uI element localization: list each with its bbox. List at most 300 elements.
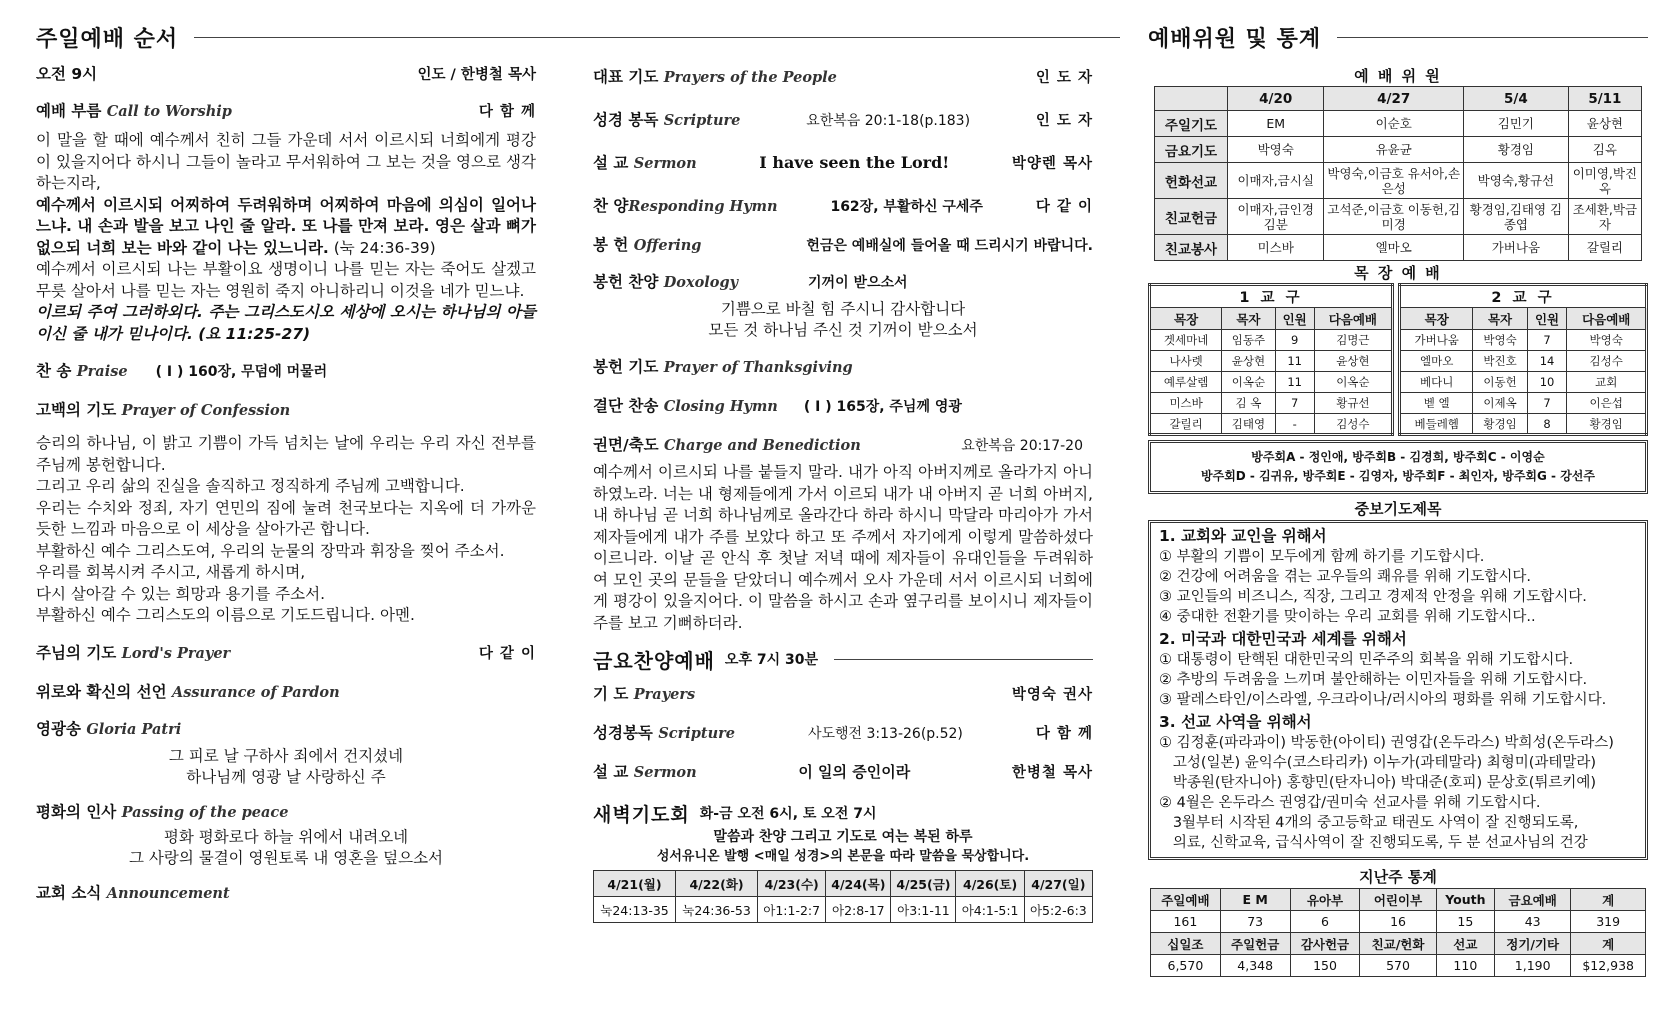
confession-line: 우리는 수치와 정죄, 자기 연민의 짐에 눌려 천국보다는 지옥에 더 가까운 듯한 느낌과 마음으로 이 세상을 살아가곤 합니다. xyxy=(36,498,536,538)
staff-cell: 박영숙,황규선 xyxy=(1464,163,1569,199)
staff-row xyxy=(1155,163,1642,199)
district-title-row xyxy=(1150,285,1393,308)
prayer-title: 중보기도제목 xyxy=(1354,500,1442,518)
header-rule xyxy=(1337,37,1648,38)
rep-prayer-who: 인 도 자 xyxy=(1035,70,1093,86)
dawn-day-cell: 4/21(월) xyxy=(594,871,676,897)
mokjang-cell: 김성수 xyxy=(1567,351,1647,372)
stats-value-cell: 150 xyxy=(1290,955,1360,977)
f-prayer-en: Prayers xyxy=(633,686,696,703)
mokjang-head-cell: 다음예배 xyxy=(1314,308,1392,330)
staff-cell: 박영숙,이금호 유서아,손은성 xyxy=(1324,163,1464,199)
dawn-title: 새벽기도회 xyxy=(593,803,690,826)
mokjang-cell: 김태영 xyxy=(1222,414,1275,435)
doxology-label: 봉헌 찬양 xyxy=(593,273,659,291)
f-prayer-label: 기 도 xyxy=(593,685,629,703)
worship-order-middle xyxy=(593,67,1093,923)
staff-role-cell: 친교봉사 xyxy=(1155,235,1228,261)
staff-row xyxy=(1155,137,1642,163)
dawn-line-2: 성서유니온 발행 <매일 성경>의 본문을 따라 말씀을 묵상합니다. xyxy=(656,849,1030,864)
stats-table xyxy=(1150,888,1646,977)
header-rule xyxy=(834,659,1093,660)
dawn-day-cell: 4/23(수) xyxy=(758,871,826,897)
peace-label: 평화의 인사 xyxy=(36,802,117,821)
dawn-day-cell: 4/25(금) xyxy=(891,871,956,897)
mokjang-row xyxy=(1400,372,1647,393)
mokjang-cell: 박영숙 xyxy=(1567,330,1647,351)
prayer-list-1 xyxy=(1159,547,1637,627)
stats-head-cell: E M xyxy=(1220,889,1290,911)
praise-en: Praise xyxy=(76,363,128,380)
call-paragraph-1: 이 말을 할 때에 예수께서 친히 그들 가운데 서서 이르시되 너희에게 평강이 있을지어다 하시니 그들이 놀라고 무서워하여 그 보는 것을 영으로 생각하는지라, xyxy=(36,131,536,192)
offering-label: 봉 헌 xyxy=(593,236,629,254)
district2-table xyxy=(1398,283,1648,436)
sermon-row xyxy=(593,153,1093,174)
district-title: 1 교 구 xyxy=(1150,285,1393,308)
mokjang-row xyxy=(1150,414,1393,435)
mokjang-row xyxy=(1400,330,1647,351)
prayer-item: ② 4월은 온두라스 권영갑/권미숙 선교사를 위해 기도합시다. xyxy=(1159,795,1541,811)
call-text xyxy=(36,130,536,345)
dawn-day-cell: 4/27(일) xyxy=(1024,871,1092,897)
friday-scripture-row xyxy=(593,723,1093,744)
prayer-item: ① 부활의 기쁨이 모두에게 함께 하기를 기도합시다. xyxy=(1159,549,1485,565)
mokjang-cell: 나사렛 xyxy=(1150,351,1222,372)
dawn-ref-cell: 아5:2-6:3 xyxy=(1024,897,1092,923)
sermon-label: 설 교 xyxy=(593,154,629,172)
dawn-day-cell: 4/22(화) xyxy=(676,871,758,897)
dawn-ref-cell: 아4:1-5:1 xyxy=(956,897,1024,923)
prayer-item: ① 대통령이 탄핵된 대한민국의 민주주의 회복을 위해 기도합시다. xyxy=(1159,652,1574,668)
mokjang-cell: 7 xyxy=(1275,393,1314,414)
gloria-row xyxy=(36,719,536,740)
f-scripture-ref: 사도행전 3:13-26(p.52) xyxy=(807,726,963,742)
friday-sermon-row xyxy=(593,762,1093,783)
confession-label: 고백의 기도 xyxy=(36,401,117,419)
staff-role-cell: 친교헌금 xyxy=(1155,199,1228,235)
thanks-label: 봉헌 기도 xyxy=(593,358,659,376)
f-sermon-label: 설 교 xyxy=(593,763,629,781)
mokjang-cell: - xyxy=(1275,414,1314,435)
confession-line: 부활하신 예수 그리스도의 이름으로 기도드립니다. 아멘. xyxy=(36,606,415,624)
assurance-en: Assurance of Pardon xyxy=(171,683,340,701)
stats-value-cell: 4,348 xyxy=(1220,955,1290,977)
mokjang-cell: 벧 엘 xyxy=(1400,393,1473,414)
staff-cell: 고석준,이금호 이동헌,김미경 xyxy=(1324,199,1464,235)
lords-en: Lord's Prayer xyxy=(121,644,231,662)
mokjang-cell: 11 xyxy=(1275,351,1314,372)
stats-value-cell: 161 xyxy=(1151,911,1221,933)
lords-label: 주님의 기도 xyxy=(36,643,117,662)
stats-value-cell: $12,938 xyxy=(1571,955,1646,977)
stats-value-cell: 15 xyxy=(1436,911,1494,933)
offering-note: 헌금은 예배실에 들어올 때 드리시기 바랍니다. xyxy=(806,238,1093,254)
prayer-item: 박종원(탄자니아) 홍향민(탄자니아) 박대준(호피) 문상호(튀르키예) xyxy=(1159,775,1597,791)
sermon-title: I have seen the Lord! xyxy=(759,153,950,172)
mokjang-head-cell: 목자 xyxy=(1222,308,1275,330)
staff-date-cell: 4/20 xyxy=(1228,87,1324,111)
staff-cell: 이매자,금시실 xyxy=(1228,163,1324,199)
staff-cell: 유윤균 xyxy=(1324,137,1464,163)
mokjang-cell: 예루살렘 xyxy=(1150,372,1222,393)
district1-table xyxy=(1148,283,1394,436)
stats-head-cell: 십일조 xyxy=(1151,933,1221,955)
staff-title: 예 배 위 원 xyxy=(1354,67,1442,85)
lords-prayer-row xyxy=(36,643,536,664)
mokjang-row xyxy=(1400,414,1647,435)
doxology-text xyxy=(593,299,1093,341)
stats-value-cell: 73 xyxy=(1220,911,1290,933)
friday-prayer-row xyxy=(593,684,1093,705)
mokjang-head-cell: 인원 xyxy=(1527,308,1567,330)
charge-text: 예수께서 이르시되 나를 붙들지 말라. 내가 아직 아버지께로 올라가지 아니하였노라. 너는 내 형제들에게 가서 이르되 내가 내 아버지 곧 너희 아버지, 내 하나님 곧 너희 하나님께로 올라간다 하라 하시니 막달라 마리아가 가서 제자들에게 내가 주를 보았다 하고 또 주께서 자기에게 이렇게 말씀하셨다 이르니라. 이날 곧 안식 후 첫날 저녁 때에 제자들이 유대인들을 두려워하여 모인 곳의 문들을 닫았더니 예수께서 오사 가운데 서서 이르시되 너희에게 평강이 있을지어다. 이 말씀을 하시고 손과 옆구리를 보이시니 제자들이 주를 보고 기뻐하더라. xyxy=(593,463,1093,632)
staff-row xyxy=(1155,199,1642,235)
mokjang-cell: 이옥순 xyxy=(1222,372,1275,393)
staff-cell: 엘마오 xyxy=(1324,235,1464,261)
staff-row xyxy=(1155,111,1642,137)
confession-text xyxy=(36,433,536,627)
f-scripture-en: Scripture xyxy=(658,725,736,742)
mokjang-head-cell: 목장 xyxy=(1150,308,1222,330)
mokjang-cell: 11 xyxy=(1275,372,1314,393)
confession-line: 다시 살아갈 수 있는 희망과 용기를 주소서. xyxy=(36,584,326,603)
right-section-header xyxy=(1148,20,1648,54)
closing-song: ( I ) 165장, 주님께 영광 xyxy=(803,399,962,415)
dawn-day-cell: 4/26(토) xyxy=(956,871,1024,897)
closing-label: 결단 찬송 xyxy=(593,397,659,415)
closing-en: Closing Hymn xyxy=(663,398,778,415)
stats-head-cell: 감사헌금 xyxy=(1290,933,1360,955)
mokjang-tables xyxy=(1148,283,1648,436)
right-section-title: 예배위원 및 통계 xyxy=(1148,26,1322,52)
district-title-row xyxy=(1400,285,1647,308)
staff-cell: 이매자,금인경 김분 xyxy=(1228,199,1324,235)
mokjang-title: 목 장 예 배 xyxy=(1354,264,1442,282)
dawn-refs-row xyxy=(594,897,1093,923)
stats-value-cell: 319 xyxy=(1571,911,1646,933)
hymn-en: Responding Hymn xyxy=(628,198,778,215)
staff-cell: 김민기 xyxy=(1464,111,1569,137)
offering-row xyxy=(593,235,1093,256)
prayer-list-2 xyxy=(1159,650,1637,710)
mokjang-cell: 미스바 xyxy=(1150,393,1222,414)
mokjang-cell: 10 xyxy=(1527,372,1567,393)
stats-head-cell: 선교 xyxy=(1436,933,1494,955)
f-prayer-who: 박영숙 권사 xyxy=(1011,687,1093,703)
rep-prayer-row xyxy=(593,67,1093,88)
mokjang-cell: 이제옥 xyxy=(1473,393,1527,414)
mokjang-note-2: 방주회D - 김귀유, 방주회E - 김영자, 방주회F - 최인자, 방주회G - 강선주 xyxy=(1201,469,1595,483)
friday-title: 금요찬양예배 xyxy=(593,648,715,673)
staff-date-cell: 5/11 xyxy=(1568,87,1641,111)
stats-head-cell: 정기/기타 xyxy=(1495,933,1571,955)
call-paragraph-4: 이르되 주여 그러하외다. 주는 그리스도시오 세상에 오시는 하나님의 아들이신 줄 내가 믿나이다. (요 11:25-27) xyxy=(36,303,536,343)
stats-head-cell: 계 xyxy=(1571,889,1646,911)
praise-song: ( I ) 160장, 무덤에 머물러 xyxy=(155,364,328,380)
announce-label: 교회 소식 xyxy=(36,883,102,902)
service-time: 오전 9시 xyxy=(36,65,98,83)
prayer-heading-2: 2. 미국과 대한민국과 세계를 위해서 xyxy=(1159,630,1407,648)
thanksgiving-row xyxy=(593,357,1093,378)
stats-value-row xyxy=(1151,911,1646,933)
stats-value-cell: 110 xyxy=(1436,955,1494,977)
mokjang-cell: 임동주 xyxy=(1222,330,1275,351)
offering-en: Offering xyxy=(633,237,702,254)
mokjang-row xyxy=(1150,393,1393,414)
scripture-row xyxy=(593,110,1093,131)
stats-head-cell: 주일예배 xyxy=(1151,889,1221,911)
mokjang-cell: 갈릴리 xyxy=(1150,414,1222,435)
mokjang-head-cell: 목자 xyxy=(1473,308,1527,330)
doxology-line: 기쁨으로 바칠 힘 주시니 감사합니다 xyxy=(720,300,966,318)
praise-row xyxy=(36,361,536,382)
prayer-item: ④ 중대한 전환기를 맞이하는 우리 교회를 위해 기도합시다.. xyxy=(1159,609,1536,625)
mokjang-cell: 김 옥 xyxy=(1222,393,1275,414)
mokjang-cell: 황경임 xyxy=(1567,414,1647,435)
call-paragraph-2: 예수께서 이르시되 어찌하여 두려워하며 어찌하여 마음에 의심이 일어나느냐. 내 손과 발을 보고 나인 줄 알라. 또 나를 만져 보라. 영은 살과 뼈가 없으되 너희 보는 바와 같이 나는 있느니라. (눅 24:36-39) xyxy=(36,195,536,257)
mokjang-cell: 7 xyxy=(1527,393,1567,414)
hymn-row xyxy=(593,196,1093,217)
mokjang-cell: 박영숙 xyxy=(1473,330,1527,351)
friday-service-header xyxy=(593,644,1093,674)
mokjang-cell: 김성수 xyxy=(1314,414,1392,435)
dawn-ref-cell: 아3:1-11 xyxy=(891,897,956,923)
f-sermon-who: 한병철 목사 xyxy=(1011,765,1093,781)
staff-cell: 황경임 xyxy=(1464,137,1569,163)
f-sermon-title: 이 일의 증인이라 xyxy=(798,763,911,781)
mokjang-note-1: 방주회A - 정인애, 방주회B - 김경희, 방주회C - 이영순 xyxy=(1251,450,1545,464)
scripture-label: 성경 봉독 xyxy=(593,111,659,129)
main-section-title: 주일예배 순서 xyxy=(36,26,179,52)
staff-role-cell: 금요기도 xyxy=(1155,137,1228,163)
staff-table-body xyxy=(1155,87,1642,261)
mokjang-cell: 9 xyxy=(1275,330,1314,351)
doxology-line: 모든 것 하나님 주신 것 기꺼이 받으소서 xyxy=(708,321,978,339)
mokjang-row xyxy=(1150,330,1393,351)
stats-head-cell: Youth xyxy=(1436,889,1494,911)
call-to-worship-row xyxy=(36,101,536,122)
mokjang-cell: 황경임 xyxy=(1473,414,1527,435)
prayer-box xyxy=(1148,520,1648,860)
peace-en: Passing of the peace xyxy=(121,803,289,821)
doxology-row xyxy=(593,272,1093,293)
worship-order-left xyxy=(36,64,536,904)
peace-line: 평화 평화로다 하늘 위에서 내려오네 xyxy=(163,827,409,846)
mokjang-cell: 가버나움 xyxy=(1400,330,1473,351)
gloria-label: 영광송 xyxy=(36,719,81,738)
main-section-header xyxy=(36,20,1120,54)
doxology-song: 기꺼이 받으소서 xyxy=(808,275,908,291)
mokjang-head-cell: 다음예배 xyxy=(1567,308,1647,330)
staff-cell: 김옥 xyxy=(1568,137,1641,163)
prayer-heading-1: 1. 교회와 교인을 위해서 xyxy=(1159,527,1327,545)
prayer-item: 고성(일본) 윤익수(코스타리카) 이누가(과테말라) 최형미(과테말라) xyxy=(1159,755,1597,771)
staff-role-cell: 헌화선교 xyxy=(1155,163,1228,199)
stats-title: 지난주 통계 xyxy=(1359,868,1437,886)
stats-head-cell: 친교/헌화 xyxy=(1360,933,1436,955)
mokjang-cell: 엘마오 xyxy=(1400,351,1473,372)
scripture-who: 인 도 자 xyxy=(1035,113,1093,129)
mokjang-row xyxy=(1400,393,1647,414)
rep-prayer-en: Prayers of the People xyxy=(663,69,837,86)
call-en: Call to Worship xyxy=(106,103,232,120)
mokjang-cell: 겟세마네 xyxy=(1150,330,1222,351)
mokjang-cell: 베다니 xyxy=(1400,372,1473,393)
peace-row xyxy=(36,802,536,823)
mokjang-cell: 윤상현 xyxy=(1222,351,1275,372)
dawn-ref-cell: 눅24:13-35 xyxy=(594,897,676,923)
stats-value-cell: 43 xyxy=(1495,911,1571,933)
charge-ref: 요한복음 20:17-20 xyxy=(961,438,1083,454)
mokjang-cell: 김명근 xyxy=(1314,330,1392,351)
dawn-day-cell: 4/24(목) xyxy=(826,871,891,897)
confession-line: 우리를 회복시켜 주시고, 새롭게 하시며, xyxy=(36,563,306,581)
gloria-text xyxy=(36,746,536,788)
scripture-en: Scripture xyxy=(663,112,741,129)
announcement-row xyxy=(36,883,536,904)
staff-cell: 윤상현 xyxy=(1568,111,1641,137)
peace-line: 그 사랑의 물결이 영원토록 내 영혼을 덮으소서 xyxy=(128,848,444,867)
confession-line: 부활하신 예수 그리스도여, 우리의 눈물의 장막과 휘장을 찢어 주소서. xyxy=(36,541,505,560)
staff-cell: 박영숙 xyxy=(1228,137,1324,163)
stats-head-cell: 유아부 xyxy=(1290,889,1360,911)
mokjang-cell: 황규선 xyxy=(1314,393,1392,414)
call-label: 예배 부름 xyxy=(36,102,102,120)
staff-cell: 조세환,박금자 xyxy=(1568,199,1641,235)
stats-value-cell: 6 xyxy=(1290,911,1360,933)
confession-line: 그리고 우리 삶의 진실을 솔직하고 정직하게 주님께 고백합니다. xyxy=(36,477,465,495)
stats-value-cell: 6,570 xyxy=(1151,955,1221,977)
staff-cell: 갈릴리 xyxy=(1568,235,1641,261)
staff-date-cell: 5/4 xyxy=(1464,87,1569,111)
confession-en: Prayer of Confession xyxy=(121,402,291,419)
dawn-service-header xyxy=(593,799,1093,827)
stats-head-cell: 어린이부 xyxy=(1360,889,1436,911)
call-who: 다 함 께 xyxy=(478,104,536,120)
mokjang-header-row xyxy=(1400,308,1647,330)
f-scripture-label: 성경봉독 xyxy=(593,724,653,742)
praise-label: 찬 송 xyxy=(36,362,72,380)
prayer-heading-3: 3. 선교 사역을 위해서 xyxy=(1159,713,1312,731)
confession-row xyxy=(36,400,536,421)
staff-row xyxy=(1155,235,1642,261)
mokjang-cell: 윤상현 xyxy=(1314,351,1392,372)
staff-cell: 이순호 xyxy=(1324,111,1464,137)
stats-head-cell: 주일헌금 xyxy=(1220,933,1290,955)
prayer-item: ② 추방의 두려움을 느끼며 불안해하는 이민자들을 위해 기도합시다. xyxy=(1159,672,1588,688)
staff-date-cell: 4/27 xyxy=(1324,87,1464,111)
staff-cell: EM xyxy=(1228,111,1324,137)
stats-head-cell: 계 xyxy=(1571,933,1646,955)
mokjang-cell: 이옥순 xyxy=(1314,372,1392,393)
district-title: 2 교 구 xyxy=(1400,285,1647,308)
mokjang-cell: 베들레헴 xyxy=(1400,414,1473,435)
closing-hymn-row xyxy=(593,396,1093,417)
charge-en: Charge and Benediction xyxy=(663,437,861,454)
gloria-line: 하나님께 영광 날 사랑하신 주 xyxy=(186,767,386,786)
f-sermon-en: Sermon xyxy=(633,764,697,781)
announce-en: Announcement xyxy=(106,884,230,902)
charge-label: 권면/축도 xyxy=(593,436,659,454)
stats-header-row xyxy=(1151,889,1646,911)
mokjang-cell: 이동헌 xyxy=(1473,372,1527,393)
dawn-line-1: 말씀과 찬양 그리고 기도로 여는 복된 하루 xyxy=(713,829,973,845)
lords-who: 다 같 이 xyxy=(478,645,536,662)
gloria-line: 그 피로 날 구하사 죄에서 건지셨네 xyxy=(168,746,404,765)
prayer-item: ③ 팔레스타인/이스라엘, 우크라이나/러시아의 평화를 위해 기도합시다. xyxy=(1159,692,1607,708)
service-leader: 인도 / 한병철 목사 xyxy=(417,67,536,83)
confession-line: 승리의 하나님, 이 밝고 기쁨이 가득 넘치는 날에 우리는 우리 자신 전부를 주님께 봉헌합니다. xyxy=(36,434,536,474)
mokjang-row xyxy=(1400,351,1647,372)
scripture-ref: 요한복음 20:1-18(p.183) xyxy=(806,113,971,129)
dawn-ref-cell: 아2:8-17 xyxy=(826,897,891,923)
staff-cell: 이미영,박진옥 xyxy=(1568,163,1641,199)
sermon-en: Sermon xyxy=(633,155,697,172)
staff-table xyxy=(1154,86,1642,261)
staff-header-row xyxy=(1155,87,1642,111)
mokjang-cell: 7 xyxy=(1527,330,1567,351)
prayer-item: 의료, 신학교육, 급식사역이 잘 진행되도록, 두 분 선교사님의 건강 xyxy=(1159,835,1588,851)
mokjang-cell: 이은섭 xyxy=(1567,393,1647,414)
rep-prayer-label: 대표 기도 xyxy=(593,68,659,86)
thanks-en: Prayer of Thanksgiving xyxy=(663,359,853,376)
peace-text xyxy=(36,827,536,869)
call-paragraph-3: 예수께서 이르시되 나는 부활이요 생명이니 나를 믿는 자는 죽어도 살겠고 무릇 살아서 나를 믿는 자는 영원히 죽지 아니하리니 이것을 네가 믿느냐. xyxy=(36,260,536,300)
mokjang-row xyxy=(1150,351,1393,372)
hymn-label: 찬 양 xyxy=(593,197,629,215)
mokjang-cell: 8 xyxy=(1527,414,1567,435)
dawn-ref-cell: 아1:1-2:7 xyxy=(758,897,826,923)
mokjang-cell: 14 xyxy=(1527,351,1567,372)
charge-row xyxy=(593,435,1093,456)
assurance-row xyxy=(36,682,536,703)
mokjang-header-row xyxy=(1150,308,1393,330)
dawn-time: 화-금 오전 6시, 토 오전 7시 xyxy=(699,806,877,822)
mokjang-cell: 박진호 xyxy=(1473,351,1527,372)
doxology-en: Doxology xyxy=(663,274,739,291)
staff-cell: 가버나움 xyxy=(1464,235,1569,261)
stats-value-cell: 16 xyxy=(1360,911,1436,933)
service-time-row xyxy=(36,64,536,85)
staff-cell: 황경임,김태영 김종엽 xyxy=(1464,199,1569,235)
prayer-item: ② 건강에 어려움을 겪는 교우들의 쾌유를 위해 기도합시다. xyxy=(1159,569,1532,585)
hymn-who: 다 같 이 xyxy=(1035,199,1093,215)
stats-value-cell: 570 xyxy=(1360,955,1436,977)
staff-role-cell: 주일기도 xyxy=(1155,111,1228,137)
dawn-ref-cell: 눅24:36-53 xyxy=(676,897,758,923)
mokjang-head-cell: 인원 xyxy=(1275,308,1314,330)
dawn-schedule-table xyxy=(593,870,1093,923)
stats-right xyxy=(1148,66,1648,977)
assurance-label: 위로와 확신의 선언 xyxy=(36,682,167,701)
stats-head-cell: 금요예배 xyxy=(1495,889,1571,911)
header-rule xyxy=(194,37,1120,38)
staff-cell: 미스바 xyxy=(1228,235,1324,261)
stats-value-row xyxy=(1151,955,1646,977)
f-scripture-who: 다 함 께 xyxy=(1035,726,1093,742)
stats-header-row xyxy=(1151,933,1646,955)
prayer-item: ① 김정훈(파라과이) 박동한(아이티) 권영갑(온두라스) 박희성(온두라스) xyxy=(1159,735,1614,751)
prayer-list-3 xyxy=(1159,733,1637,853)
mokjang-cell: 교회 xyxy=(1567,372,1647,393)
friday-time: 오후 7시 30분 xyxy=(724,652,818,668)
gloria-en: Gloria Patri xyxy=(86,720,182,738)
mokjang-head-cell: 목장 xyxy=(1400,308,1473,330)
prayer-item: 3월부터 시작된 4개의 중고등학교 태권도 사역이 잘 진행되도록, xyxy=(1159,815,1579,831)
mokjang-row xyxy=(1150,372,1393,393)
stats-value-cell: 1,190 xyxy=(1495,955,1571,977)
staff-corner-cell xyxy=(1155,87,1228,111)
